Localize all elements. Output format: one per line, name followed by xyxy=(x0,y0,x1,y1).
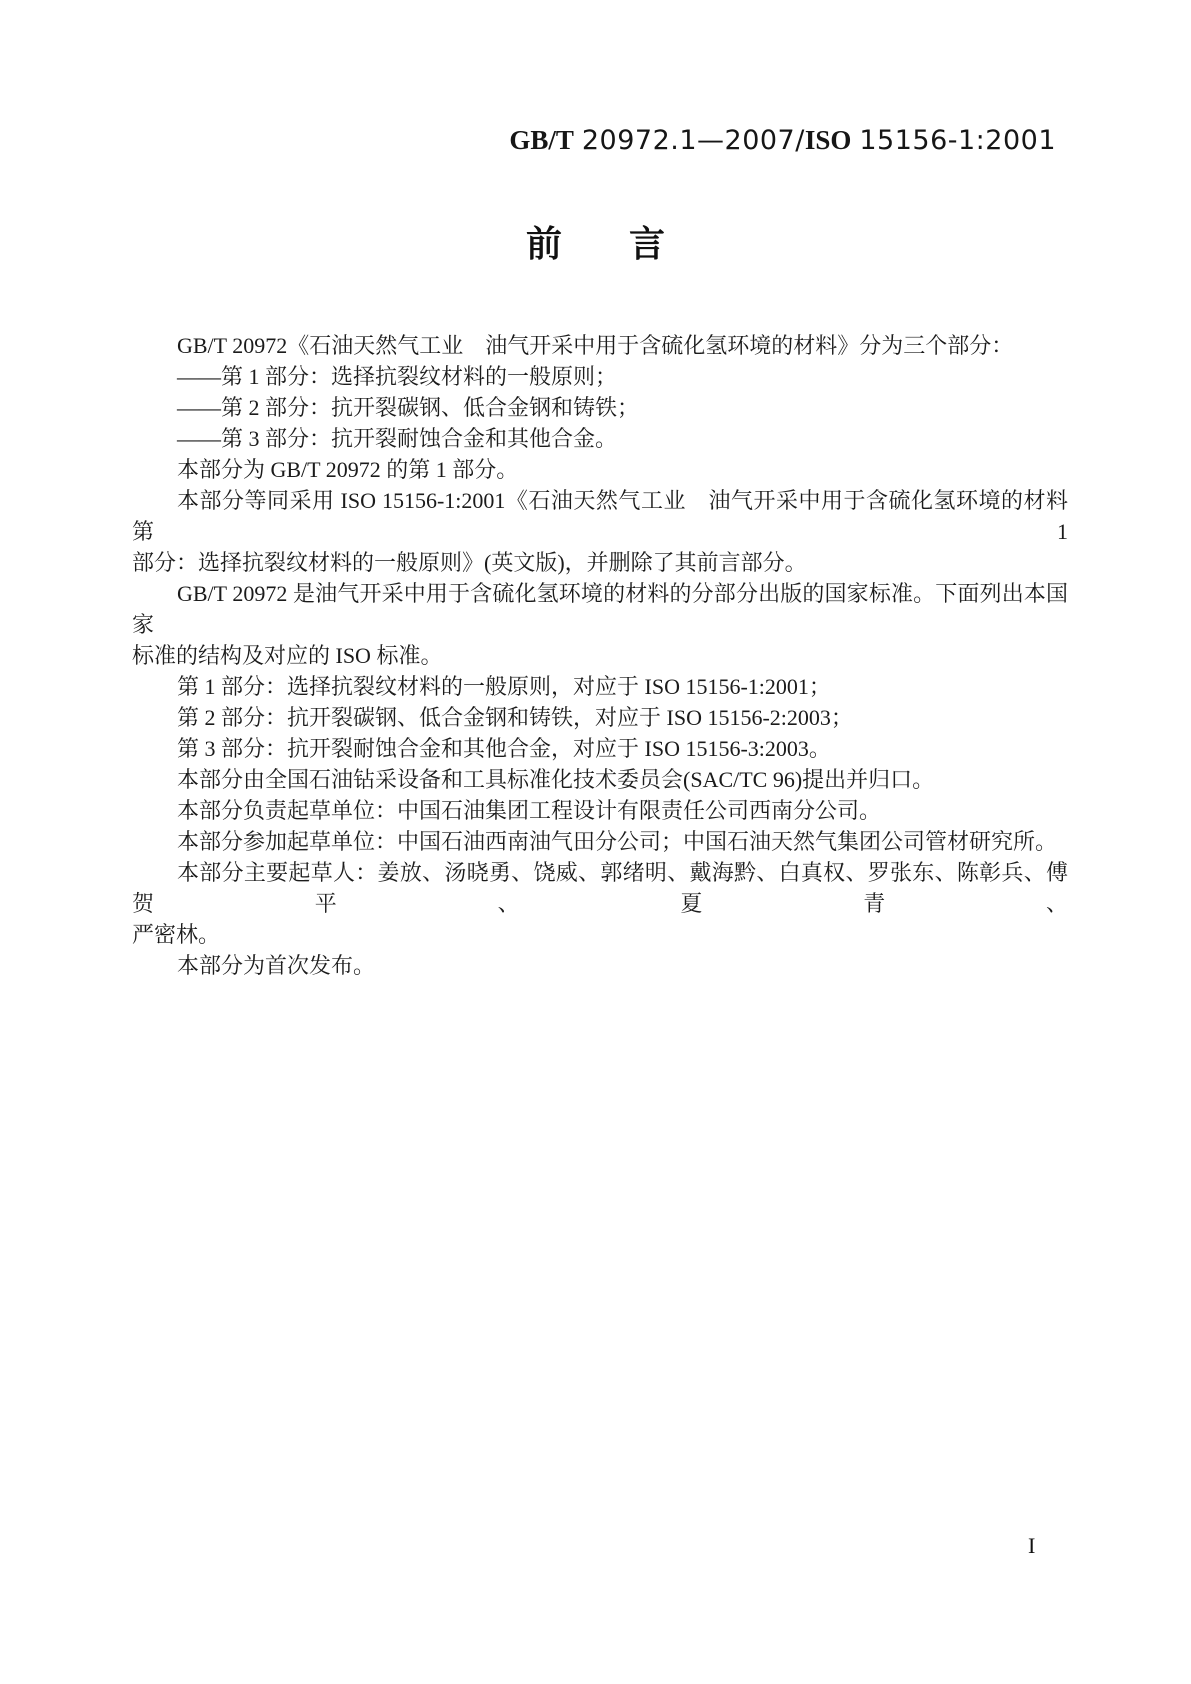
foreword-line: 本部分由全国石油钻采设备和工具标准化技术委员会(SAC/TC 96)提出并归口。 xyxy=(177,767,935,792)
foreword-line: 第 3 部分：抗开裂耐蚀合金和其他合金，对应于 ISO 15156-3:2003。 xyxy=(177,736,831,761)
gb-code-number: 20972.1—2007 xyxy=(581,125,796,156)
foreword-line: 本部分负责起草单位：中国石油集团工程设计有限责任公司西南分公司。 xyxy=(177,798,882,823)
foreword-line: 本部分主要起草人：姜放、汤晓勇、饶威、郭绪明、戴海黔、白真权、罗张东、陈彰兵、傅贺平、夏青、 xyxy=(132,860,1068,916)
foreword-title-char-right: 言 xyxy=(629,223,666,264)
foreword-line: GB/T 20972 是油气开采中用于含硫化氢环境的材料的分部分出版的国家标准。下面列出本国家 xyxy=(132,581,1068,637)
foreword-line: 本部分为 GB/T 20972 的第 1 部分。 xyxy=(177,457,519,482)
foreword-line: 本部分参加起草单位：中国石油西南油气田分公司；中国石油天然气集团公司管材研究所。 xyxy=(177,829,1058,854)
foreword-line: 严密林。 xyxy=(132,922,221,947)
page-number: I xyxy=(1028,1533,1036,1558)
foreword-line: 第 2 部分：抗开裂碳钢、低合金钢和铸铁，对应于 ISO 15156-2:2003； xyxy=(177,705,853,730)
foreword-line: 标准的结构及对应的 ISO 标准。 xyxy=(132,643,443,668)
iso-code-prefix: ISO xyxy=(804,125,852,155)
foreword-line: 本部分为首次发布。 xyxy=(177,953,376,978)
foreword-line: ——第 1 部分：选择抗裂纹材料的一般原则； xyxy=(177,364,618,389)
foreword-line: 本部分等同采用 ISO 15156-1:2001《石油天然气工业 油气开采中用于含硫化氢环境的材料 第 1 xyxy=(132,488,1091,544)
foreword-title xyxy=(0,224,1191,264)
code-separator: / xyxy=(795,125,805,156)
foreword-line: ——第 3 部分：抗开裂耐蚀合金和其他合金。 xyxy=(177,426,618,451)
gb-code-prefix: GB/T xyxy=(509,125,574,155)
foreword-title-char-left: 前 xyxy=(525,223,562,264)
foreword-line: ——第 2 部分：抗开裂碳钢、低合金钢和铸铁； xyxy=(177,395,640,420)
standard-code-header xyxy=(509,126,1056,156)
foreword-line: 部分：选择抗裂纹材料的一般原则》(英文版)，并删除了其前言部分。 xyxy=(132,550,807,575)
foreword-line: 第 1 部分：选择抗裂纹材料的一般原则，对应于 ISO 15156-1:2001； xyxy=(177,674,831,699)
foreword-line: GB/T 20972《石油天然气工业 油气开采中用于含硫化氢环境的材料》分为三个部分： xyxy=(177,333,1014,358)
iso-code-number: 15156-1:2001 xyxy=(859,125,1056,156)
foreword-body xyxy=(132,330,1091,981)
